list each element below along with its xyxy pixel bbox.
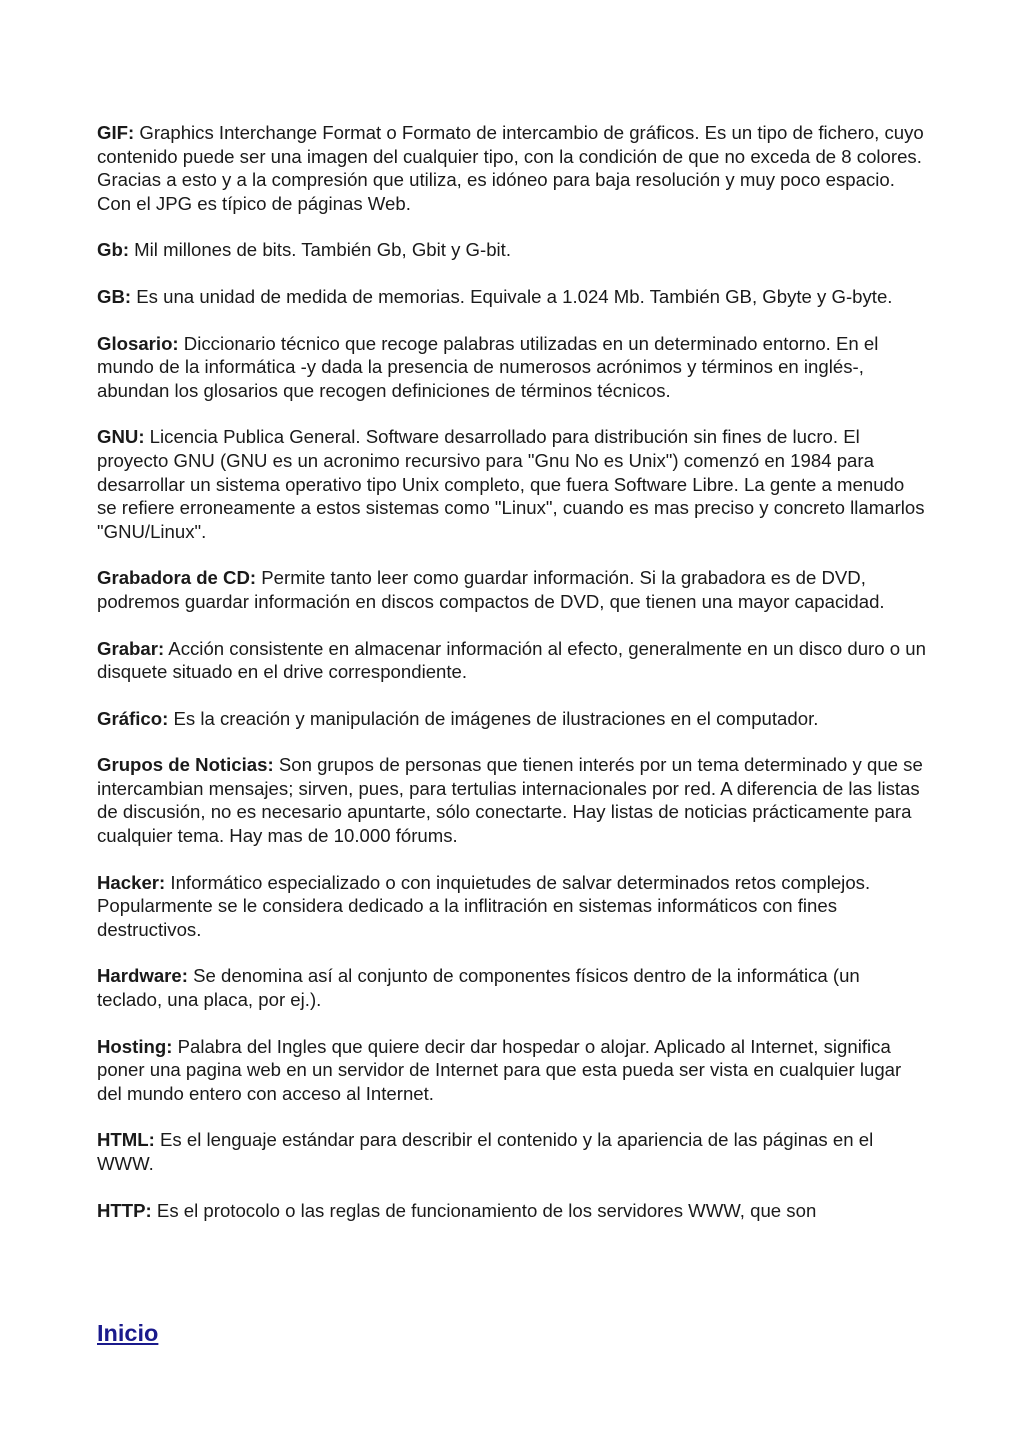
glossary-term: Glosario: (97, 332, 179, 354)
glossary-term: HTML: (97, 1129, 155, 1151)
glossary-definition: Es el protocolo o las reglas de funcionamiento de los servidores WWW, que son (151, 1199, 817, 1221)
glossary-entry-hacker (97, 871, 927, 942)
glossary-entry-grafico (97, 707, 927, 731)
glossary-definition: Palabra del Ingles que quiere decir dar hospedar o alojar. Aplicado al Internet, significa poner una pagina web en un servidor de Internet para que esta pueda ser vista en cualquier lugar del mundo entero con acceso al Internet. (97, 1035, 902, 1104)
glossary-term: HTTP: (97, 1199, 152, 1221)
glossary-entry-hosting (97, 1035, 927, 1106)
glossary-term: Gb: (97, 239, 130, 261)
glossary-term: Hosting: (97, 1035, 173, 1057)
glossary-term: GB: (97, 285, 132, 307)
glossary-definition: Permite tanto leer como guardar información. Si la grabadora es de DVD, podremos guardar información en discos compactos de DVD, que tienen una mayor capacidad. (97, 567, 885, 612)
glossary-definition: Es la creación y manipulación de imágenes de ilustraciones en el computador. (168, 707, 819, 729)
glossary-definition: Es el lenguaje estándar para describir el contenido y la apariencia de las páginas en el WWW. (97, 1129, 874, 1174)
glossary-term: Hacker: (97, 871, 166, 893)
glossary-entry-gif (97, 121, 927, 215)
glossary-page (97, 121, 927, 1245)
glossary-definition: Acción consistente en almacenar información al efecto, generalmente en un disco duro o un disquete situado en el drive correspondiente. (97, 637, 926, 683)
glossary-term: Grabadora de CD: (97, 567, 257, 589)
glossary-definition: Licencia Publica General. Software desarrollado para distribución sin fines de lucro. El proyecto GNU (GNU es un acronimo recursivo para "Gnu No es Unix") comenzó en 1984 para desarrollar un sistema operativo tipo Unix completo, que fuera Software Libre. La gente a menudo se refiere erroneamente a estos sistemas como "Linux", cuando es mas preciso y concreto llamarlos "GNU/Linux". (97, 426, 925, 542)
glossary-definition: Es una unidad de medida de memorias. Equivale a 1.024 Mb. También GB, Gbyte y G-byte. (131, 285, 893, 307)
inicio-link[interactable]: Inicio (97, 1320, 159, 1346)
glossary-term: Grupos de Noticias: (97, 754, 274, 776)
glossary-term: GIF: (97, 122, 135, 143)
glossary-entry-html (97, 1128, 927, 1175)
glossary-entry-gb-bytes (97, 285, 927, 309)
glossary-entry-hardware (97, 964, 927, 1011)
glossary-term: Grabar: (97, 637, 165, 659)
glossary-term: Hardware: (97, 965, 188, 987)
glossary-entry-grupos-noticias (97, 753, 927, 847)
glossary-definition: Son grupos de personas que tienen interés por un tema determinado y que se intercambian mensajes; sirven, pues, para tertulias internacionales por red. A diferencia de las listas de discusión, no es necesario apuntarte, sólo conectarte. Hay listas de noticias prácticamente para cualquier tema. Hay mas de 10.000 fórums. (97, 754, 923, 847)
glossary-entry-gb-bits (97, 238, 927, 262)
glossary-definition: Mil millones de bits. También Gb, Gbit y G-bit. (129, 239, 512, 261)
glossary-entry-grabar (97, 637, 927, 684)
glossary-term: Gráfico: (97, 707, 169, 729)
glossary-definition: Se denomina así al conjunto de componentes físicos dentro de la informática (un teclado, una placa, por ej.). (97, 965, 860, 1011)
glossary-entry-gnu (97, 425, 927, 543)
glossary-entry-grabadora-cd (97, 566, 927, 613)
glossary-definition: Graphics Interchange Format o Formato de intercambio de gráficos. Es un tipo de fichero, cuyo contenido puede ser una imagen del cualquier tipo, con la condición de que no exceda de 8 colores. Gracias a esto y a la compresión que utiliza, es idóneo para baja resolución y muy poco espacio. Con el JPG es típico de páginas Web. (97, 122, 924, 214)
glossary-entry-glosario (97, 332, 927, 403)
glossary-definition: Informático especializado o con inquietudes de salvar determinados retos complejos. Popularmente se le considera dedicado a la inflitración en sistemas informáticos con fines destructivos. (97, 871, 871, 940)
glossary-definition: Diccionario técnico que recoge palabras utilizadas en un determinado entorno. En el mundo de la informática -y dada la presencia de numerosos acrónimos y términos en inglés-, abundan los glosarios que recogen definiciones de términos técnicos. (97, 332, 879, 401)
glossary-entry-http (97, 1199, 927, 1223)
glossary-term: GNU: (97, 426, 145, 448)
